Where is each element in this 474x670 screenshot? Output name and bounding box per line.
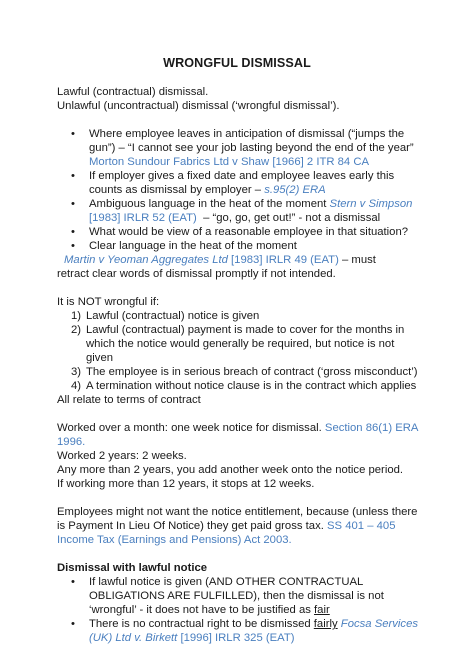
statute-citation-s86-year: 1996. [57, 436, 86, 448]
bullet-2: • [71, 170, 75, 182]
bullet-5: • [71, 240, 75, 252]
item-number-2: 2) [71, 324, 82, 336]
bullet-6: • [71, 576, 75, 588]
not-wrongful-item-4: A termination without notice clause is in the contract which applies [86, 380, 417, 392]
not-wrongful-item-1: Lawful (contractual) notice is given [86, 310, 260, 322]
case-citation-morton: Morton Sundour Fabrics Ltd v Shaw [1966] 2 ITR 84 CA [89, 156, 370, 168]
lawful-bullet-2-line-2 [89, 631, 295, 645]
not-wrongful-item-2-line-1: Lawful (contractual) payment is made to cover for the months in [86, 324, 405, 336]
item-number-1: 1) [71, 310, 82, 322]
pilon-line-1: Employees might not want the notice entitlement, because (unless there [57, 506, 418, 518]
lawful-bullet-1-line-2: OBLIGATIONS ARE FULFILLED), then the dismissal is not [89, 590, 384, 602]
bullet-3-text: Ambiguous language in the heat of the moment [89, 198, 330, 210]
lawful-bullet-1-line-3 [89, 603, 330, 617]
notice-text: Worked over a month: one week notice for dismissal. [57, 422, 325, 434]
bullet-5-line-3: retract clear words of dismissal promptly if not intended. [57, 268, 336, 280]
bullet-4: • [71, 226, 75, 238]
bullet-2-text: counts as dismissal by employer – [89, 184, 265, 196]
notice-line-4: Any more than 2 years, you add another week onto the notice period. [57, 464, 404, 476]
not-wrongful-heading: It is NOT wrongful if: [57, 296, 160, 308]
bullet-1-line-1: Where employee leaves in anticipation of dismissal (“jumps the [89, 128, 405, 140]
case-citation-martin-report: [1983] IRLR 49 (EAT) [227, 254, 339, 266]
pilon-text: is Payment In Lieu Of Notice) they get paid gross tax. [57, 520, 328, 532]
bullet-3-line-1 [89, 197, 412, 211]
bullet-4-line-1: What would be view of a reasonable employee in that situation? [89, 226, 409, 238]
bullet-5-line-2 [64, 253, 376, 267]
case-citation-stern: Stern v Simpson [329, 198, 413, 210]
bullet-5-line-1: Clear language in the heat of the moment [89, 240, 297, 252]
item-number-3: 3) [71, 366, 82, 378]
lawful-bullet-1-text: ‘wrongful’ - it does not have to be justified as [89, 604, 315, 616]
notice-line-1 [57, 421, 418, 435]
notice-line-5: If working more than 12 years, it stops at 12 weeks. [57, 478, 315, 490]
lawful-bullet-2-line-1 [89, 617, 418, 631]
statute-citation-s95: s.95(2) ERA [264, 184, 326, 196]
notice-line-3: Worked 2 years: 2 weeks. [57, 450, 187, 462]
intro-line-1: Lawful (contractual) dismissal. [57, 86, 209, 98]
case-citation-focsa-report: [1996] IRLR 325 (EAT) [177, 632, 295, 644]
statute-citation-ss401: SS 401 – 405 [327, 520, 396, 532]
statute-citation-s86: Section 86(1) ERA [324, 422, 419, 434]
item-number-4: 4) [71, 380, 82, 392]
not-wrongful-item-2-line-2: which the notice would generally be required, but notice is not [86, 338, 395, 350]
page-title: WRONGFUL DISMISSAL [163, 56, 311, 70]
bullet-2-line-2 [89, 183, 326, 197]
case-citation-stern-report: [1983] IRLR 52 (EAT) [89, 212, 197, 224]
underlined-fairly: fairly [313, 618, 338, 630]
underlined-fair: fair [314, 604, 330, 616]
bullet-2-line-1: If employer gives a fixed date and employee leaves early this [89, 170, 395, 182]
case-citation-martin: Martin v Yeoman Aggregates Ltd [64, 254, 228, 266]
intro-line-2: Unlawful (uncontractual) dismissal (‘wrongful dismissal’). [57, 100, 340, 112]
section-heading-lawful-notice: Dismissal with lawful notice [57, 562, 208, 574]
bullet-3-line-2 [89, 211, 380, 225]
lawful-bullet-1-line-1: If lawful notice is given (AND OTHER CONTRACTUAL [89, 576, 364, 588]
case-citation-focsa: Focsa Services [340, 618, 419, 630]
bullet-1: • [71, 128, 75, 140]
not-wrongful-item-2-line-3: given [86, 352, 114, 364]
not-wrongful-footer: All relate to terms of contract [57, 394, 201, 406]
not-wrongful-item-3: The employee is in serious breach of contract (‘gross misconduct’) [86, 366, 418, 378]
bullet-5-text: – must [338, 254, 376, 266]
case-citation-focsa-name: (UK) Ltd v. Birkett [89, 632, 178, 644]
pilon-line-2 [57, 519, 395, 533]
bullet-7: • [71, 618, 75, 630]
bullet-3: • [71, 198, 75, 210]
bullet-3-quote: – “go, go, get out!” - not a dismissal [196, 212, 381, 224]
bullet-1-line-2: gun”) – “I cannot see your job lasting beyond the end of the year” [89, 142, 414, 154]
statute-citation-itepa: Income Tax (Earnings and Pensions) Act 2003. [57, 534, 292, 546]
lawful-bullet-2-text: There is no contractual right to be dismissed [89, 618, 314, 630]
